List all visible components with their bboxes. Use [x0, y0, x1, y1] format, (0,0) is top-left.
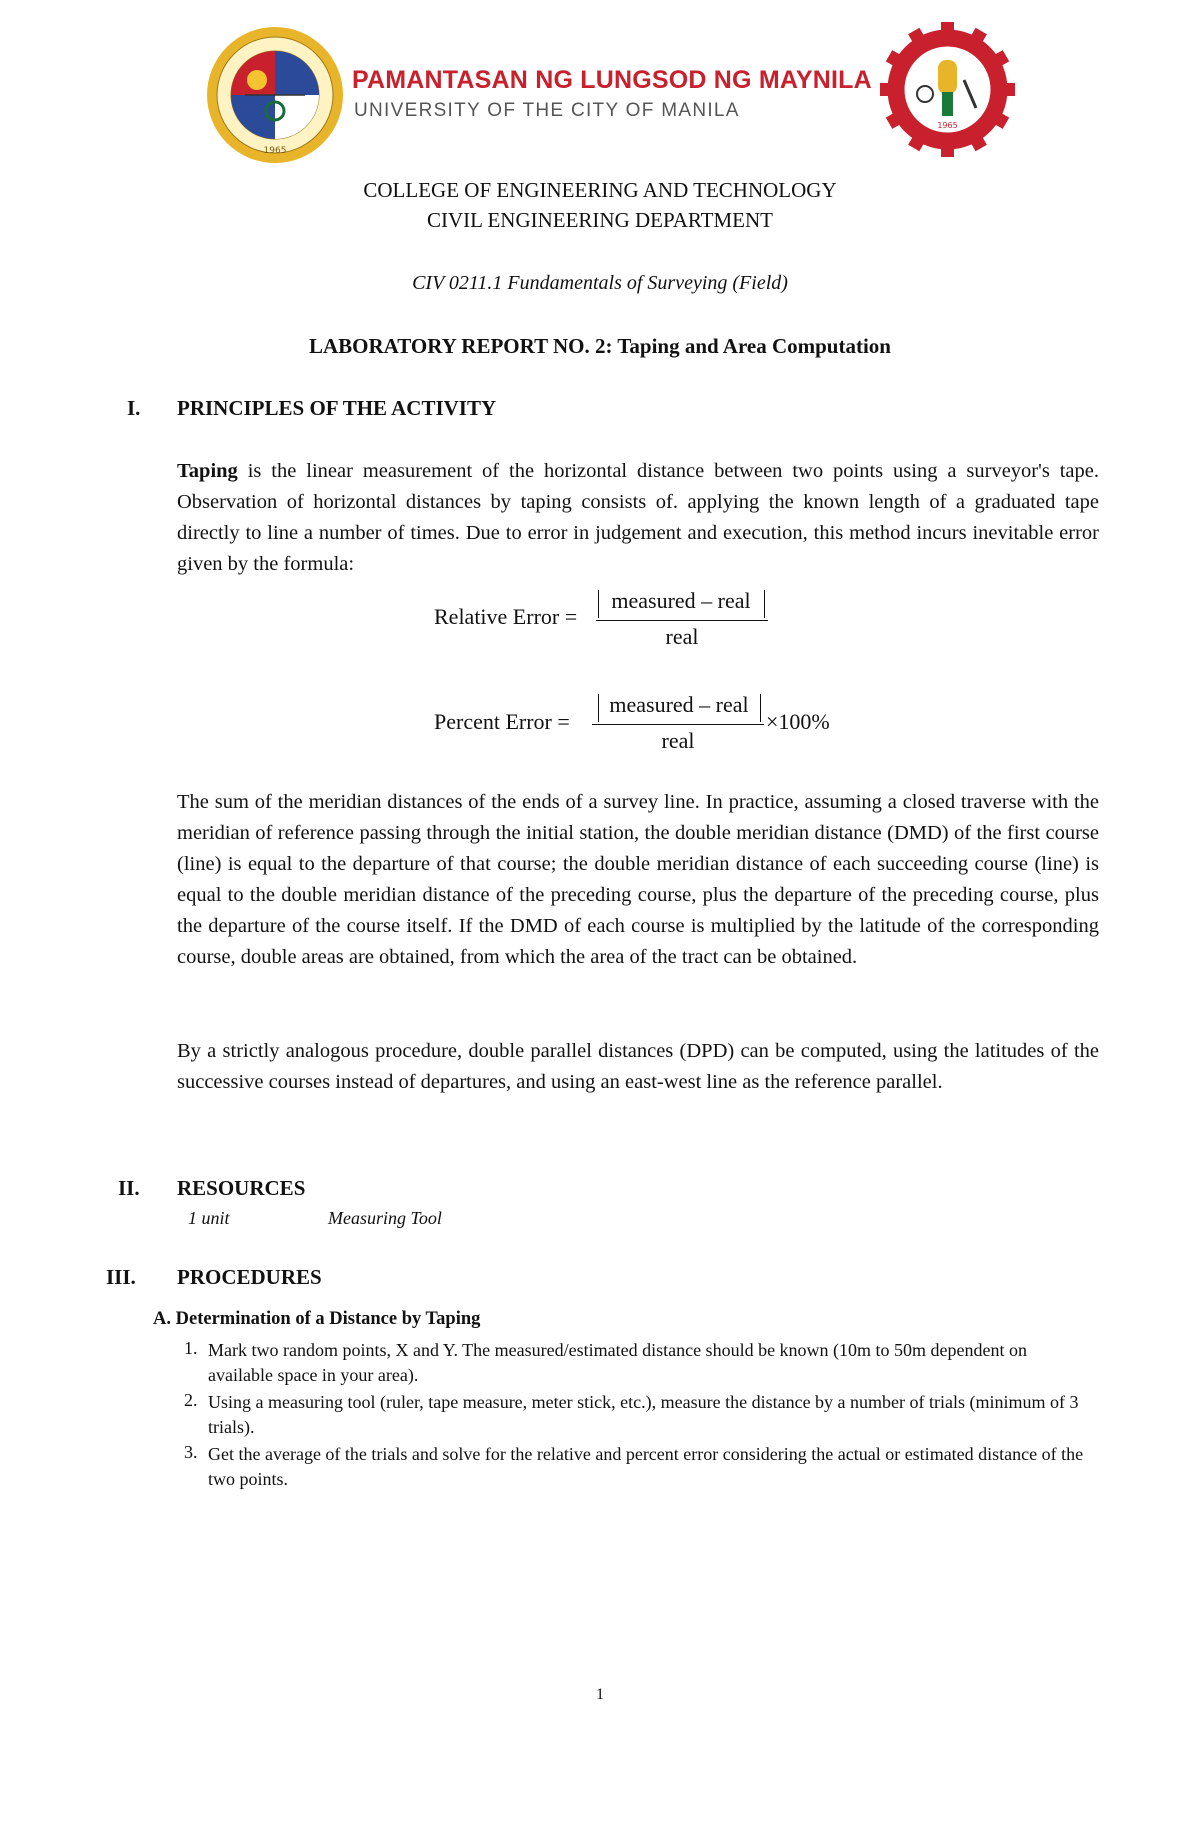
resource-item: Measuring Tool [328, 1208, 442, 1228]
university-name: PAMANTASAN NG LUNGSOD NG MAYNILA [352, 66, 872, 94]
step-text: Using a measuring tool (ruler, tape measure, meter stick, etc.), measure the distance by a number of trials (minimum of 3 trials). [208, 1392, 1079, 1437]
department-name: CIVIL ENGINEERING DEPARTMENT [427, 208, 773, 232]
college-name: COLLEGE OF ENGINEERING AND TECHNOLOGY [363, 178, 837, 202]
step-text: Get the average of the trials and solve for the relative and percent error considering the actual or estimated distance of the two points. [208, 1444, 1084, 1489]
percent-error-suffix: ×100% [766, 709, 830, 734]
procedure-a-heading [153, 1309, 480, 1330]
section-number-2: II. [118, 1176, 140, 1200]
step-number: 2. [184, 1390, 198, 1410]
step-number: 3. [184, 1442, 198, 1462]
percent-error-fraction-bar [592, 724, 764, 725]
step-number: 1. [184, 1338, 198, 1358]
step-text: Mark two random points, X and Y. The measured/estimated distance should be known (10m to 50m dependent on available space in your area). [208, 1340, 1028, 1385]
relative-error-label: Relative Error = [434, 604, 578, 629]
right-seal-year: 1965 [937, 121, 958, 130]
report-title: LABORATORY REPORT NO. 2: Taping and Area Computation [309, 334, 891, 358]
abs-bar-right [764, 590, 765, 618]
abs-bar-left [598, 590, 599, 618]
procedure-a-title: Determination of a Distance by Taping [175, 1309, 481, 1329]
taping-description: is the linear measurement of the horizontal distance between two points using a surveyor's tape. Observation of horizontal distances by taping consists of. applying the known length of a graduated tape directly to line a number of times. Due to error in judgement and execution, this method incurs inevitable error given by the formula: [177, 460, 1099, 575]
percent-error-denominator: real [661, 728, 695, 753]
page-number: 1 [596, 1686, 604, 1703]
section-title-resources: RESOURCES [177, 1176, 306, 1200]
relative-error-denominator: real [665, 624, 699, 649]
taping-term: Taping [177, 460, 238, 482]
plm-seal-logo [205, 25, 345, 165]
section-number-1: I. [127, 396, 141, 420]
abs-bar-right [760, 694, 761, 722]
college-gear-seal-logo [880, 22, 1015, 157]
dpd-paragraph: By a strictly analogous procedure, double parallel distances (DPD) can be computed, using the latitudes of the successive courses instead of departures, and using an east-west line as the reference parallel. [177, 1040, 1099, 1093]
relative-error-fraction-bar [596, 620, 768, 621]
section-number-3: III. [106, 1265, 136, 1289]
section-title-principles: PRINCIPLES OF THE ACTIVITY [177, 396, 497, 420]
percent-error-numerator: measured – real [609, 692, 749, 717]
abs-bar-left [598, 694, 599, 722]
percent-error-label: Percent Error = [434, 709, 570, 734]
course-title: CIV 0211.1 Fundamentals of Surveying (Field) [412, 272, 788, 294]
university-subtitle: UNIVERSITY OF THE CITY OF MANILA [354, 100, 740, 121]
taping-paragraph [177, 456, 1099, 580]
left-seal-year: 1965 [263, 146, 287, 156]
dmd-paragraph: The sum of the meridian distances of the ends of a survey line. In practice, assuming a closed traverse with the meridian of reference passing through the initial station, the double meridian distance (DMD) of the first course (line) is equal to the departure of that course; the double meridian distance of each succeeding course (line) is equal to the double meridian distance of the preceding course, plus the departure of the preceding course, plus the departure of the course itself. If the DMD of each course is multiplied by the latitude of the corresponding course, double areas are obtained, from which the area of the tract can be obtained. [177, 791, 1099, 968]
procedure-a-label: A. [153, 1309, 171, 1329]
relative-error-numerator: measured – real [611, 588, 751, 613]
section-title-procedures: PROCEDURES [177, 1265, 322, 1289]
resource-quantity: 1 unit [188, 1208, 230, 1228]
